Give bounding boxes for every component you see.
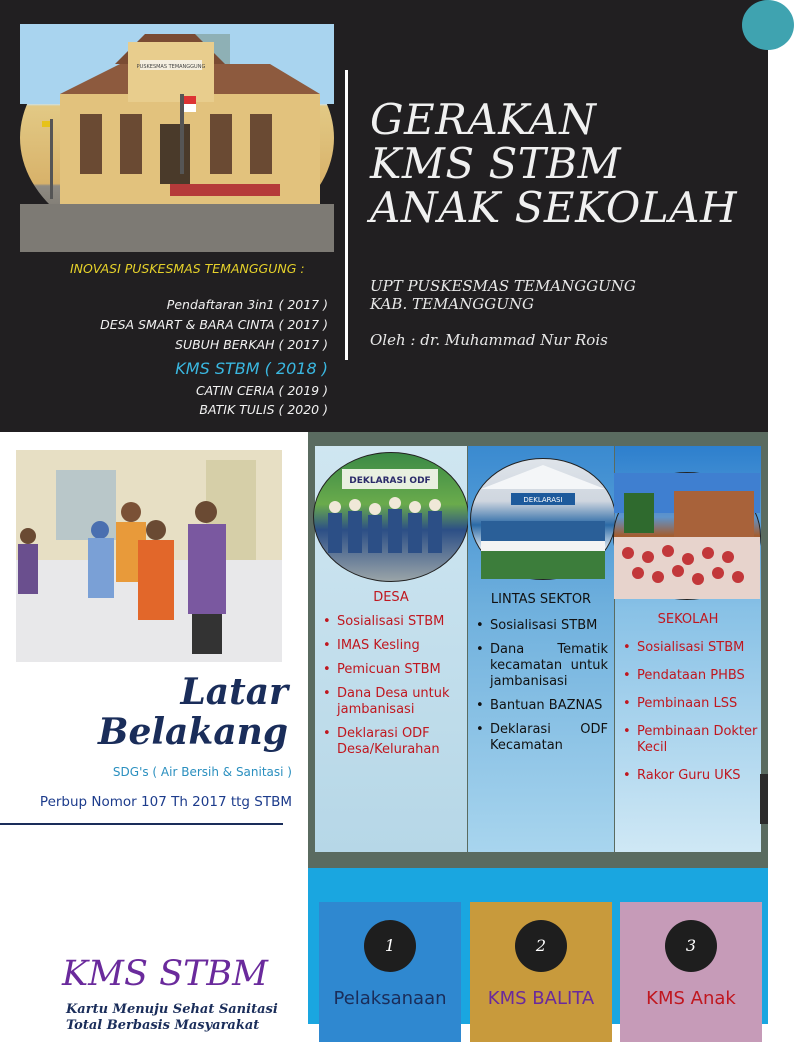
desa-illustration — [314, 453, 468, 581]
column-lintas-sektor — [468, 446, 614, 852]
list-item: • Sosialisasi STBM — [472, 618, 608, 634]
list-item: • Pemicuan STBM — [319, 662, 459, 678]
list-item: • Dana Desa untuk jambanisasi — [319, 686, 459, 718]
list-item: • Deklarasi ODF Kecamatan — [472, 722, 608, 754]
innovation-item: DESA SMART & BARA CINTA ( 2017 ) — [100, 317, 328, 332]
visit-illustration — [16, 450, 282, 662]
lintas-sektor-heading: LINTAS SEKTOR — [490, 592, 592, 607]
desa-list — [319, 614, 459, 766]
lintas-sektor-photo — [470, 458, 616, 580]
slide-programs — [308, 432, 768, 868]
list-item: • Dana Tematik kecamatan untuk jambanisasi — [472, 642, 608, 690]
title-line-3: ANAK SEKOLAH — [370, 183, 738, 232]
step-label: KMS Anak — [646, 988, 736, 1009]
sekolah-heading: SEKOLAH — [657, 612, 719, 627]
step-card-1 — [319, 902, 461, 1042]
sdg-text: SDG's ( Air Bersih & Sanitasi ) — [112, 765, 292, 779]
slide-title-heading — [370, 95, 760, 232]
innovation-item: SUBUH BERKAH ( 2017 ) — [175, 337, 328, 352]
building-illustration — [20, 24, 334, 252]
list-item: • IMAS Kesling — [319, 638, 459, 654]
innovations-heading: INOVASI PUSKESMAS TEMANGGUNG : — [70, 261, 305, 276]
corner-accent-circle — [742, 0, 794, 50]
slide-title — [0, 0, 768, 432]
sekolah-list — [619, 640, 759, 792]
title-line-1: GERAKAN — [370, 95, 597, 144]
step-number: 3 — [665, 920, 717, 972]
step-number: 1 — [364, 920, 416, 972]
slide-kms-intro — [0, 868, 308, 1033]
list-item: • Bantuan BAZNAS — [472, 698, 608, 714]
step-label: Pelaksanaan — [333, 988, 447, 1009]
puskesmas-building-photo — [20, 24, 334, 252]
step-number: 2 — [515, 920, 567, 972]
latar-title-line-1: Latar — [180, 671, 288, 713]
latar-title-line-2: Belakang — [98, 711, 288, 753]
list-item: • Sosialisasi STBM — [619, 640, 759, 656]
list-item: • Rakor Guru UKS — [619, 768, 759, 784]
lintas-illustration — [471, 459, 615, 579]
list-item: • Pembinaan Dokter Kecil — [619, 724, 759, 756]
lintas-sektor-list — [472, 618, 608, 762]
step-label: KMS BALITA — [487, 988, 595, 1009]
visit-photo — [16, 450, 282, 662]
innovation-item: BATIK TULIS ( 2020 ) — [199, 402, 328, 417]
author-line: Oleh : dr. Muhammad Nur Rois — [370, 331, 608, 349]
kms-title: KMS STBM — [62, 954, 268, 994]
title-line-2: KMS STBM — [370, 139, 622, 188]
slide-kms-steps — [308, 868, 768, 1024]
organization — [370, 277, 636, 313]
sekolah-photo — [613, 472, 761, 600]
list-item: • Pembinaan LSS — [619, 696, 759, 712]
perbup-text: Perbup Nomor 107 Th 2017 ttg STBM — [39, 794, 292, 810]
banner-text: DEKLARASI ODF — [349, 476, 431, 486]
sekolah-illustration — [614, 473, 760, 599]
building-sign-text: PUSKESMAS TEMANGGUNG — [136, 64, 206, 70]
list-item: • Pendataan PHBS — [619, 668, 759, 684]
banner-text: DEKLARASI — [523, 496, 563, 504]
kms-subtitle — [66, 1002, 278, 1034]
step-card-3 — [620, 902, 762, 1042]
innovation-item-highlight: KMS STBM ( 2018 ) — [175, 359, 328, 378]
column-sekolah — [615, 446, 761, 852]
list-item: • Deklarasi ODF Desa/Kelurahan — [319, 726, 459, 758]
edge-strip — [760, 774, 768, 824]
kms-subtitle-line-1: Kartu Menuju Sehat Sanitasi — [66, 1002, 278, 1017]
step-card-2 — [470, 902, 612, 1042]
kms-subtitle-line-2: Total Berbasis Masyarakat — [66, 1018, 260, 1033]
column-desa — [315, 446, 467, 852]
innovation-item: Pendaftaran 3in1 ( 2017 ) — [166, 297, 328, 312]
innovation-item: CATIN CERIA ( 2019 ) — [195, 383, 328, 398]
divider-line — [345, 70, 348, 360]
desa-heading: DESA — [373, 590, 409, 605]
slide-background-left — [0, 432, 308, 868]
underline-divider — [0, 823, 283, 825]
desa-photo — [313, 452, 469, 582]
list-item: • Sosialisasi STBM — [319, 614, 459, 630]
org-line-1: UPT PUSKESMAS TEMANGGUNG — [370, 277, 636, 295]
org-line-2: KAB. TEMANGGUNG — [370, 295, 534, 313]
